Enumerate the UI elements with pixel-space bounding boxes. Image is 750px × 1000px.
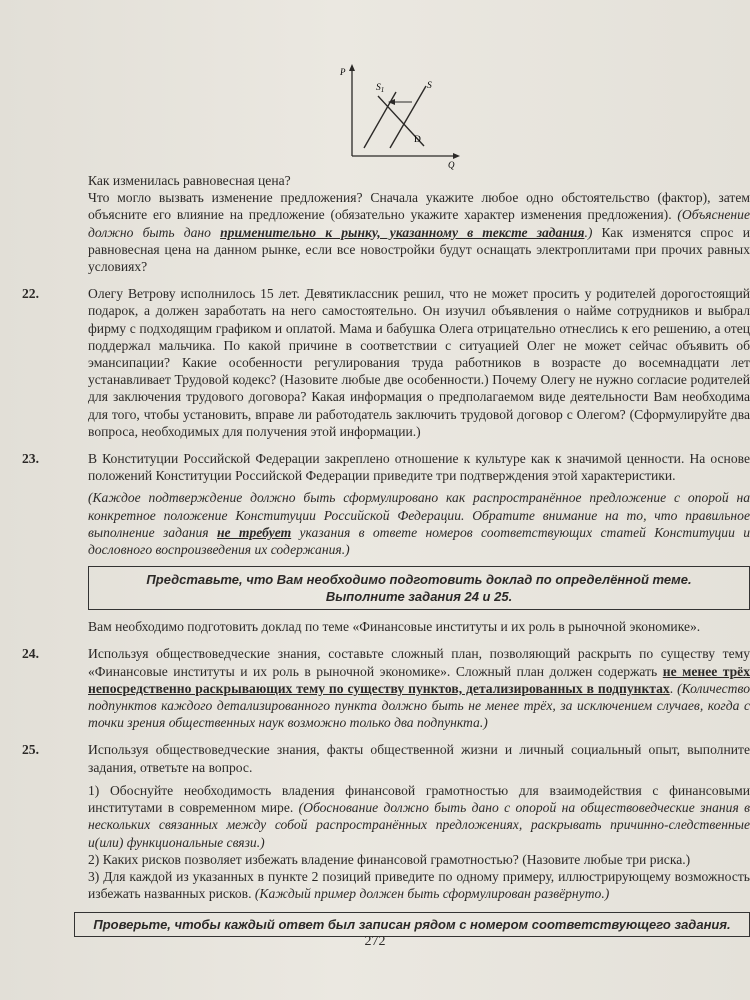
task-number: 23.	[22, 451, 39, 467]
check-answers-box: Проверьте, чтобы каждый ответ был записан рядом с номером соответствующего задания.	[74, 912, 750, 937]
intro-question-2: Что могло вызвать изменение предложения? Сначала укажите любое одно обстоятельство (фактор), затем объясните его влияние на предложение (обязательно укажите характер изменения предложения). (Объяснение должно быть дано применительно к рынку, указанному в тексте задания.) Как изменятся спрос и равновесная цена на данном рынке, если все новостройки будут оснащать электроплитами при прочих равных условиях?	[88, 190, 750, 275]
task-25	[22, 741, 750, 775]
task-23-note: (Каждое подтверждение должно быть сформулировано как распространённое предложение с опорой на конкретное положение Конституции Российской Федерации. Обратите внимание на то, что правильное выполнение задания не требует указания в ответе номеров соответствующих статей Конституции и дословного воспроизведения их содержания.)	[88, 490, 750, 558]
report-topic: Вам необходимо подготовить доклад по теме «Финансовые институты и их роль в рыночной экономике».	[88, 619, 701, 635]
task-24-text: Используя обществоведческие знания, составьте сложный план, позволяющий раскрыть по существу тему «Финансовые институты и их роль в рыночной экономике». Сложный план должен содержать не менее трёх непосредственно раскрывающих тему по существу пунктов, детализированных в подпунктах. (Количество подпунктов каждого детализированного пункта должно быть не менее трёх, за исключением случаев, когда с точки зрения общественных наук возможно только два подпункта.)	[88, 646, 750, 731]
subtask-1: 1) Обоснуйте необходимость владения финансовой грамотностью для взаимодействия с финансовыми институтами в современном мире. (Обоснование должно быть дано с опорой на обществоведческие знания в нескольких связанных между собой распространённых предложениях, раскрывать причинно-следственные и(или) функциональные связи.)	[88, 782, 750, 850]
task-25-subtasks	[22, 782, 750, 902]
s-label: S	[427, 81, 432, 91]
intro-question-1: Как изменилась равновесная цена?	[88, 173, 291, 188]
d-label: D	[414, 135, 421, 145]
instruction-line: Представьте, что Вам необходимо подготовить доклад по определённой теме.	[146, 572, 692, 588]
price-axis-arrow	[349, 64, 355, 71]
quantity-axis-label: Q	[448, 160, 455, 170]
task-25-text: Используя обществоведческие знания, факты общественной жизни и личный социальный опыт, выполните задания, ответьте на вопрос.	[88, 742, 750, 775]
page-content	[22, 172, 750, 937]
page-number: 272	[364, 934, 386, 949]
task-number: 25.	[22, 742, 39, 758]
task-number: 24.	[22, 646, 39, 662]
supply-demand-graph	[338, 62, 468, 172]
instruction-box	[88, 566, 750, 610]
subtask-2: 2) Каких рисков позволяет избежать владение финансовой грамотностью? (Назовите любые три риска.)	[88, 851, 691, 867]
quantity-axis-arrow	[453, 153, 460, 159]
supply-curve-s1	[364, 92, 396, 148]
subtask-3: 3) Для каждой из указанных в пункте 2 позиций приведите по одному примеру, иллюстрирующему возможность избежать названных рисков. (Каждый пример должен быть сформулирован развёрнуто.)	[88, 868, 750, 902]
instruction-line: Выполните задания 24 и 25.	[325, 589, 513, 605]
task-22-text: Олегу Ветрову исполнилось 15 лет. Девятиклассник решил, что не может просить у родителей дорогостоящий подарок, а должен заработать на него самостоятельно. Он изучил объявления о найме сотрудников и выбрал фирму с подходящим графиком и оплатой. Мама и бабушка Олега отрицательно отнеслись к его решению, а отец поддержал мальчика. По какой причине в соответствии с ситуацией Олег не может сейчас объявить об эмансипации? Какие особенности регулирования труда работников в возрасте до восемнадцати лет устанавливает Трудовой кодекс? (Назовите любые две особенности.) Почему Олегу не нужно согласие родителей для заключения трудового договора? Какая информация о предполагаемом виде деятельности Вам необходима для того, чтобы установить, вправе ли работодатель заключить трудовой договор с Олегом? (Сформулируйте два вопроса, необходимых для получения этой информации.)	[88, 286, 750, 439]
task-24	[22, 645, 750, 731]
price-axis-label: P	[340, 67, 346, 77]
task-23-text: В Конституции Российской Федерации закреплено отношение к культуре как к значимой ценности. На основе положений Конституции Российской Федерации приведите три подтверждения этой характеристики.	[88, 451, 750, 484]
task-23	[22, 450, 750, 558]
s1-label: $S_1$	[376, 83, 385, 94]
task-22	[22, 285, 750, 440]
task-number: 22.	[22, 286, 39, 302]
